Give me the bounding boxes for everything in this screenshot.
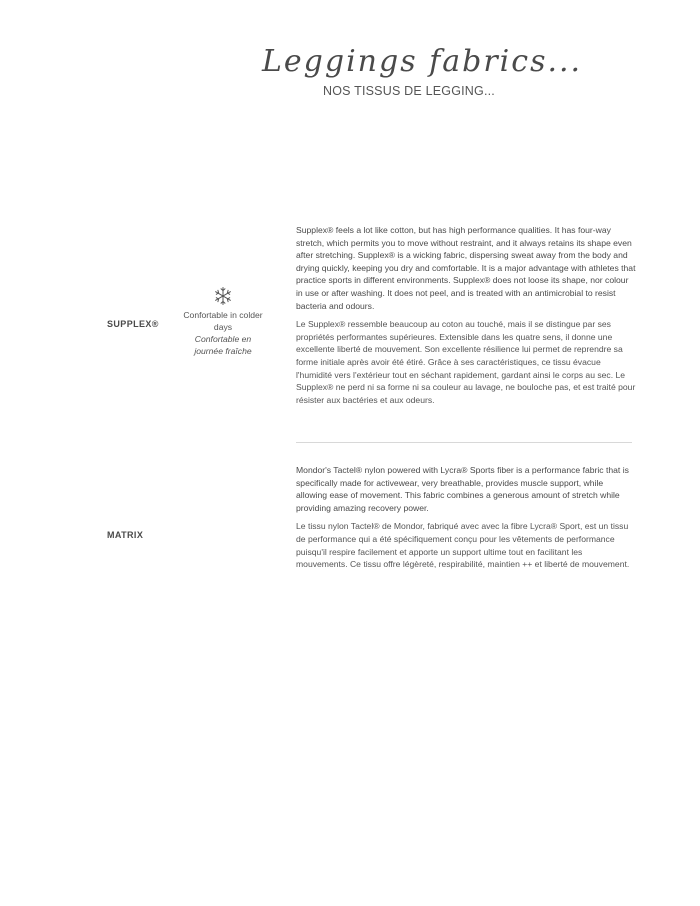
fabric-name-supplex: SUPPLEX®: [107, 319, 159, 329]
matrix-description: [296, 464, 636, 577]
supplex-description-fr: Le Supplex® ressemble beaucoup au coton au touché, mais il se distingue par ses propriétés performantes supérieures. Extensible dans les quatre sens, il donne une excellente liberté de mouvement. Son excellente résilience lui permet de reprendre sa forme initiale après avoir été étiré. Grâce à ses caractéristiques, ce tissu évacue l'humidité vers l'extérieur tout en séchant rapidement, gardant ainsi le corps au sec. Le Supplex® ne perd ni sa forme ni sa couleur au lavage, ne bouloche pas, et est traité pour résister aux bactéries et aux odeurs.: [296, 319, 636, 405]
snowflake-icon: [213, 286, 233, 306]
supplex-description-en: Supplex® feels a lot like cotton, but has high performance qualities. It has four-way stretch, which permits you to move without restraint, and it always retains its shape even after stretching. Supplex® is a wicking fabric, dispersing sweat away from the body and drying quickly, keeping you dry and comfortable. It is a major advantage with athletes that practice sports in different environments. Supplex® does not loose its shape, nor colour in use or after washing. It does not peel, and is treated with an antimicrobial to resist bacteria and odours.: [296, 225, 636, 311]
section-divider: [296, 442, 632, 443]
feature-cold-comfort: [180, 286, 266, 357]
matrix-description-en: Mondor's Tactel® nylon powered with Lycra® Sports fiber is a performance fabric that is specifically made for activewear, very breathable, provides muscle support, while allowing ease of movement. This fabric combines a generous amount of stretch while providing amazing recovery power.: [296, 465, 629, 513]
fabric-name-matrix: MATRIX: [107, 530, 144, 540]
script-title: Leggings fabrics...: [262, 44, 583, 79]
feature-label-en: Confortable in colder days: [183, 310, 263, 332]
supplex-description: [296, 224, 636, 412]
feature-label-fr: Confortable en journée fraîche: [194, 334, 252, 356]
page-subtitle: NOS TISSUS DE LEGGING...: [323, 84, 495, 98]
matrix-description-fr: Le tissu nylon Tactel® de Mondor, fabriqué avec avec la fibre Lycra® Sport, est un tissu de performance qui a été spécifiquement conçu pour les vêtements de performance puisqu'il respire facilement et apporte un support ultime tout en facilitant les mouvements. Ce tissu offre légèreté, respirabilité, maintien ++ et liberté de mouvement.: [296, 521, 630, 570]
